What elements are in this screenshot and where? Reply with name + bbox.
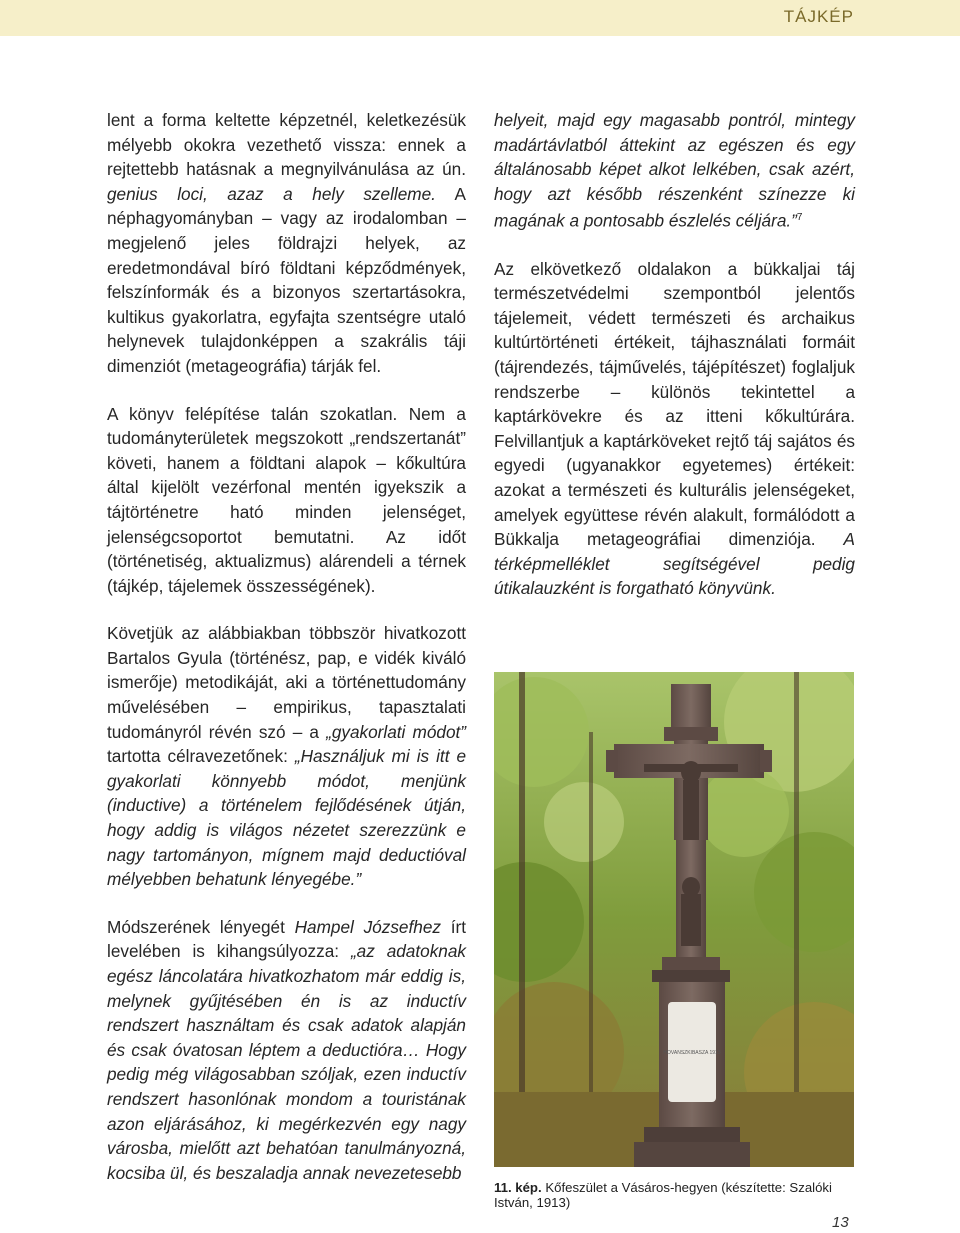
figure-caption <box>494 1180 874 1210</box>
left-column <box>107 108 466 1208</box>
paragraph-5-quote: helyeit, majd egy magasabb pontról, mintegy madártávlatból áttekint az egészen és egy általánosabb képet alkot lelkében, csak azért, hogy azt később részenként színezze ki magának a pontosabb észlelés céljára.” <box>494 110 855 232</box>
header-band <box>0 0 960 36</box>
paragraph-4-quote: „az adatoknak egész láncolatára hivatkozhatom már eddig is, melynek gyűjtésében én is az inductív rendszert használtam és csak adatok alapján és csak óvatosan léptem a deductióra… Hogy pedig még világosabban szóljak, ezen inductív rendszert hasonlónak mondom a touristának azon eljárásához, ki megérkezvén egy nagy városba, mielőtt azt behatóan tanulmányozná, kocsiba ül, és beszaladja annak nevezetesebb <box>107 941 467 1183</box>
paragraph-6 <box>494 257 855 601</box>
paragraph-6-text: Az elkövetkező oldalakon a bükkaljai táj természetvédelmi szempontból jelentős tájelemeit, védett természeti és archaikus kultúrtörténeti értékeit, tájhasználati formáit (tájrendezés, tájművelés, tájépítészet) foglaljuk rendszerbe – különös tekintettel a kaptárkövekre és az itteni kőkultúrára. Felvillantjuk a kaptárköveket rejtő táj sajátos és egyedi (ugyanakkor egyetemes) értékeit: azokat a természeti és kulturális jelenségeket, amelyek együttese révén alakult, formálódott a Bükkalja metageográfiai dimenziója. <box>494 258 855 550</box>
paragraph-1 <box>107 108 466 379</box>
stone-cross-illustration <box>494 672 854 1167</box>
caption-text: Kőfeszület a Vásáros-hegyen (készítette: Szalóki István, 1913) <box>494 1180 832 1210</box>
stone-cross-photo <box>494 672 854 1167</box>
paragraph-6-italic: A térképmelléklet segítségével pedig útikalauzként is forgatható könyvünk. <box>494 529 855 599</box>
paragraph-4-name: Hampel Józsefhez <box>294 916 441 937</box>
paragraph-3-quote: „Használjuk mi is itt e gyakorlati könnyebb módot, menjünk (inductive) a történelem fejlődésének útján, hogy addig is világos nézetet szerezzünk e nagy tartományon, mígnem majd deductióval mélyebben behatunk lényegébe.” <box>107 746 467 890</box>
paragraph-5 <box>494 108 855 234</box>
section-title: TÁJKÉP <box>783 7 854 26</box>
genius-loci-italic: genius loci, azaz a hely szelleme. <box>107 183 436 204</box>
paragraph-3 <box>107 621 466 892</box>
paragraph-4-mid: írt levelében is kihangsúlyozza: <box>107 916 466 962</box>
paragraph-3-italic-1: „gyakorlati módot” <box>326 721 466 742</box>
paragraph-1-text: lent a forma keltette képzetnél, keletkezésük mélyebb okokra vezethető vissza: ennek a rejtettebb hatásnak a megnyilvánulása az ún. <box>107 110 466 180</box>
paragraph-4-text: Módszerének lényegét <box>107 916 285 937</box>
right-column <box>494 108 855 624</box>
paragraph-2: A könyv felépítése talán szokatlan. Nem a tudományterületek megszokott „rendszertanát” követi, hanem a földtani alapok – kőkultúra által kijelölt vezérfonal mentén igyekszik a tájtörténetre ható minden jelenséget, jelenségcsoportot bemutatni. Az időt (történetiség, aktualizmus) alárendeli a térnek (tájkép, tájelemek összességének). <box>107 403 466 596</box>
paragraph-4 <box>107 915 466 1186</box>
footnote-marker: 7 <box>796 212 803 224</box>
plaque-text: HOVANSZKIBASZA 1913 <box>663 1050 721 1056</box>
paragraph-3-text: Követjük az alábbiakban többször hivatkozott Bartalos Gyula (történész, pap, e vidék kiváló ismerője) metodikáját, aki a történettudomány művelésében – empirikus, tapasztalati tudományról révén szó – a <box>107 623 466 742</box>
caption-label: 11. kép. <box>494 1180 542 1195</box>
page-number: 13 <box>832 1214 849 1231</box>
paragraph-3-mid: tartotta célravezetőnek: <box>107 746 288 767</box>
paragraph-1-rest: A néphagyományban – vagy az irodalomban – megjelenő jeles földrajzi helyek, az eredetmondával bíró földtani képződmények, felszínformák és a bizonyos szertartásokra, kultikus gyakorlatra, egyfajta szentségre utaló helynevek tulajdonképpen a szakrális táji dimenziót (metageográfia) tárják fel. <box>107 183 467 376</box>
